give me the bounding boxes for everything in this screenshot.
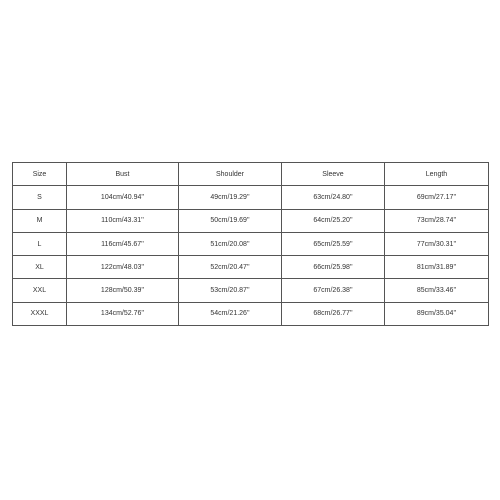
cell-shoulder: 49cm/19.29'' [179, 186, 282, 209]
cell-size: L [13, 232, 67, 255]
cell-length: 81cm/31.89'' [385, 256, 489, 279]
cell-bust: 116cm/45.67'' [67, 232, 179, 255]
cell-length: 77cm/30.31'' [385, 232, 489, 255]
cell-bust: 110cm/43.31'' [67, 209, 179, 232]
cell-length: 73cm/28.74'' [385, 209, 489, 232]
table-row [13, 232, 489, 255]
cell-bust: 122cm/48.03'' [67, 256, 179, 279]
cell-sleeve: 67cm/26.38'' [282, 279, 385, 302]
cell-bust: 104cm/40.94'' [67, 186, 179, 209]
cell-shoulder: 51cm/20.08'' [179, 232, 282, 255]
size-chart-table [12, 162, 489, 326]
table-row [13, 209, 489, 232]
cell-shoulder: 53cm/20.87'' [179, 279, 282, 302]
table-row [13, 256, 489, 279]
cell-length: 85cm/33.46'' [385, 279, 489, 302]
cell-sleeve: 63cm/24.80'' [282, 186, 385, 209]
size-chart-container [12, 162, 488, 326]
cell-shoulder: 50cm/19.69'' [179, 209, 282, 232]
cell-size: XXXL [13, 302, 67, 325]
cell-bust: 134cm/52.76'' [67, 302, 179, 325]
column-header-size: Size [13, 163, 67, 186]
cell-sleeve: 65cm/25.59'' [282, 232, 385, 255]
cell-size: XL [13, 256, 67, 279]
column-header-sleeve: Sleeve [282, 163, 385, 186]
cell-size: M [13, 209, 67, 232]
table-row [13, 302, 489, 325]
cell-size: S [13, 186, 67, 209]
cell-sleeve: 64cm/25.20'' [282, 209, 385, 232]
cell-length: 69cm/27.17'' [385, 186, 489, 209]
column-header-shoulder: Shoulder [179, 163, 282, 186]
cell-shoulder: 52cm/20.47'' [179, 256, 282, 279]
cell-size: XXL [13, 279, 67, 302]
header-row [13, 163, 489, 186]
cell-shoulder: 54cm/21.26'' [179, 302, 282, 325]
column-header-bust: Bust [67, 163, 179, 186]
cell-sleeve: 66cm/25.98'' [282, 256, 385, 279]
cell-bust: 128cm/50.39'' [67, 279, 179, 302]
cell-sleeve: 68cm/26.77'' [282, 302, 385, 325]
table-row [13, 186, 489, 209]
table-row [13, 279, 489, 302]
column-header-length: Length [385, 163, 489, 186]
cell-length: 89cm/35.04'' [385, 302, 489, 325]
